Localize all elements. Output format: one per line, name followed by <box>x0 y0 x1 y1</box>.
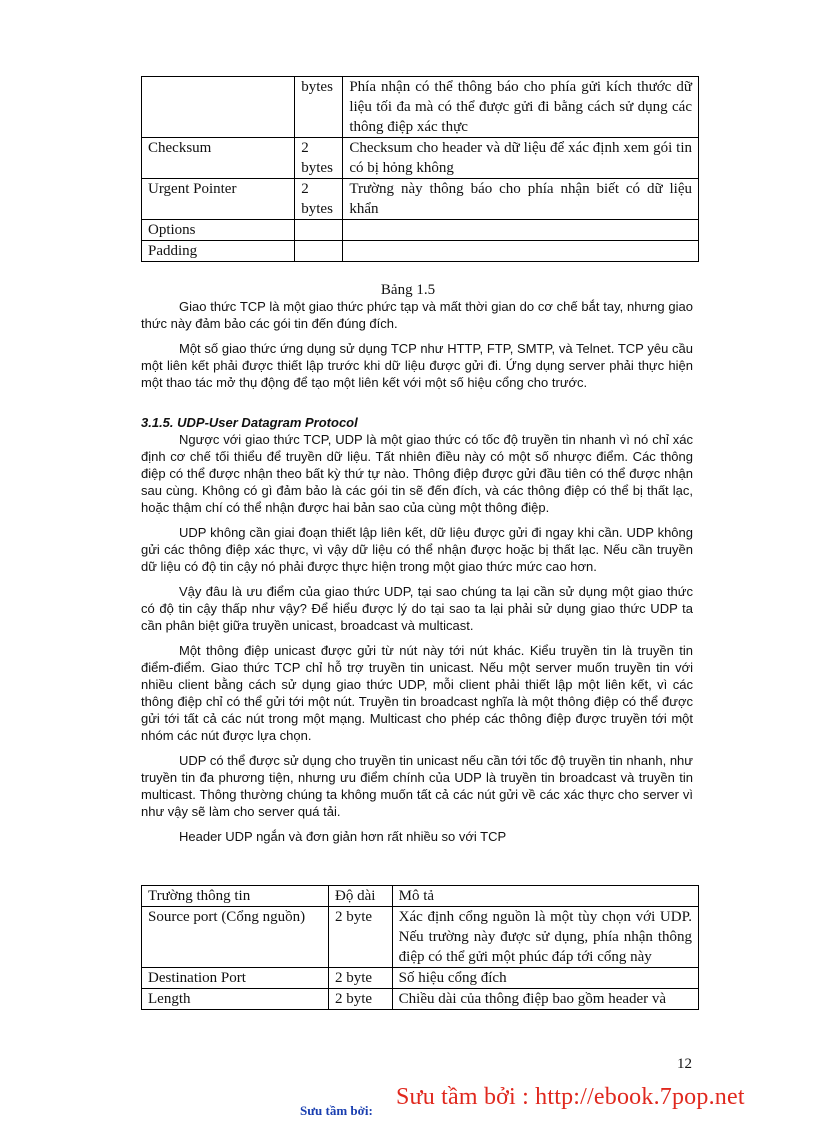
table-cell: 2 bytes <box>295 179 343 220</box>
table-cell: Xác định cổng nguồn là một tùy chọn với UDP. Nếu trường này được sử dụng, phía nhận thông điệp có thể gửi một phúc đáp tới cổng này <box>392 907 698 968</box>
paragraph: UDP không cần giai đoạn thiết lập liên kết, dữ liệu được gửi đi ngay khi cần. UDP không gửi các thông điệp xác thực, vì vậy dữ liệu có thể nhận được hoặc bị thất lạc. Nếu cần truyền dữ liệu có độ tin cậy nó phải được thực hiện trong một giao thức mức cao hơn. <box>141 525 693 574</box>
paragraph: UDP có thể được sử dụng cho truyền tin unicast nếu cần tới tốc độ truyền tin nhanh, như truyền tin đa phương tiện, nhưng ưu điểm chính của UDP là truyền tin broadcast và truyền tin multicast. Thông thường chúng ta không muốn tất cả các nút gửi về các xác thực cho server vì như vậy sẽ làm cho server quá tải. <box>141 753 693 819</box>
table-row <box>142 179 699 220</box>
table-cell: Options <box>142 220 295 241</box>
footer-source-link[interactable]: Sưu tầm bởi : http://ebook.7pop.net <box>396 1084 745 1110</box>
table-cell: Length <box>142 989 329 1010</box>
table-cell: Padding <box>142 241 295 262</box>
paragraph: Giao thức TCP là một giao thức phức tạp và mất thời gian do cơ chế bắt tay, nhưng giao thức này đảm bảo các gói tin đến đúng đích. <box>141 299 693 331</box>
paragraph: Ngược với giao thức TCP, UDP là một giao thức có tốc độ truyền tin nhanh vì nó chỉ xác định cơ chế tối thiểu để truyền dữ liệu. Tất nhiên điều này có một số nhược điểm. Các thông điệp có thể được nhận theo bất kỳ thứ tự nào. Thông điệp được gửi đầu tiên có thể được nhận sau cùng. Không có gì đảm bảo là các gói tin sẽ đến đích, và các thông điệp có thể bị thất lạc, hoặc thậm chí có thể nhận được hai bản sao của cùng một thông điệp. <box>141 432 693 515</box>
column-header: Trường thông tin <box>142 886 329 907</box>
paragraph: Một thông điệp unicast được gửi từ nút này tới nút khác. Kiểu truyền tin là truyền tin điểm-điểm. Giao thức TCP chỉ hỗ trợ truyền tin unicast. Nếu một server muốn truyền tin với nhiều client bằng cách sử dụng giao thức UDP, mỗi client phải thiết lập một liên kết, vì các thông điệp chỉ có thể gửi tới một nút. Truyền tin broadcast nghĩa là một thông điệp có thể được gửi tới tất cả các nút trong một mạng. Multicast cho phép các thông điệp được truyền tới một nhóm các nút được lựa chọn. <box>141 643 693 743</box>
table-intro: Header UDP ngắn và đơn giản hơn rất nhiều so với TCP <box>179 829 507 844</box>
page-number: 12 <box>677 1056 692 1072</box>
table-row <box>142 907 699 968</box>
table-row <box>142 220 699 241</box>
table-cell: Destination Port <box>142 968 329 989</box>
table-row <box>142 241 699 262</box>
table-cell <box>295 241 343 262</box>
column-header: Độ dài <box>329 886 393 907</box>
paragraph: Một số giao thức ứng dụng sử dụng TCP như HTTP, FTP, SMTP, và Telnet. TCP yêu cầu một liên kết phải được thiết lập trước khi dữ liệu được gửi đi. Ứng dụng server phải thực hiện một thao tác mở thụ động để tạo một liên kết với một số hiệu cổng cho trước. <box>141 341 693 390</box>
table-cell: Số hiệu cổng đích <box>392 968 698 989</box>
footer-label: Sưu tầm bởi: <box>300 1103 373 1118</box>
table-cell: 2 byte <box>329 989 393 1010</box>
table-cell: 2 byte <box>329 907 393 968</box>
table-header-row <box>142 886 699 907</box>
table-cell: 2 bytes <box>295 138 343 179</box>
udp-section <box>141 414 693 845</box>
tcp-header-table-continued <box>141 76 699 262</box>
table-cell <box>343 241 699 262</box>
section-heading: 3.1.5. UDP-User Datagram Protocol <box>141 415 358 430</box>
table-cell: Checksum <box>142 138 295 179</box>
table-cell: Phía nhận có thể thông báo cho phía gửi kích thước dữ liệu tối đa mà có thể được gửi đi bằng cách sử dụng các thông điệp xác thực <box>343 77 699 138</box>
paragraph: Vậy đâu là ưu điểm của giao thức UDP, tại sao chúng ta lại cần sử dụng một giao thức có độ tin cậy thấp như vậy? Để hiểu được lý do tại sao ta lại phải sử dụng giao thức UDP ta cần phân biệt giữa truyền unicast, broadcast và multicast. <box>141 584 693 633</box>
body-text-top <box>141 298 693 399</box>
udp-header-table <box>141 885 699 1010</box>
table-cell <box>142 77 295 138</box>
table-cell <box>343 220 699 241</box>
table-cell: 2 byte <box>329 968 393 989</box>
table-row <box>142 968 699 989</box>
table-cell: bytes <box>295 77 343 138</box>
table-cell: Trường này thông báo cho phía nhận biết có dữ liệu khẩn <box>343 179 699 220</box>
table-caption: Bảng 1.5 <box>380 282 436 298</box>
table-cell: Source port (Cổng nguồn) <box>142 907 329 968</box>
table-cell <box>295 220 343 241</box>
table-cell: Chiều dài của thông điệp bao gồm header và <box>392 989 698 1010</box>
table-row <box>142 77 699 138</box>
column-header: Mô tả <box>392 886 698 907</box>
table-row <box>142 138 699 179</box>
table-row <box>142 989 699 1010</box>
table-cell: Checksum cho header và dữ liệu để xác định xem gói tin có bị hỏng không <box>343 138 699 179</box>
table-cell: Urgent Pointer <box>142 179 295 220</box>
